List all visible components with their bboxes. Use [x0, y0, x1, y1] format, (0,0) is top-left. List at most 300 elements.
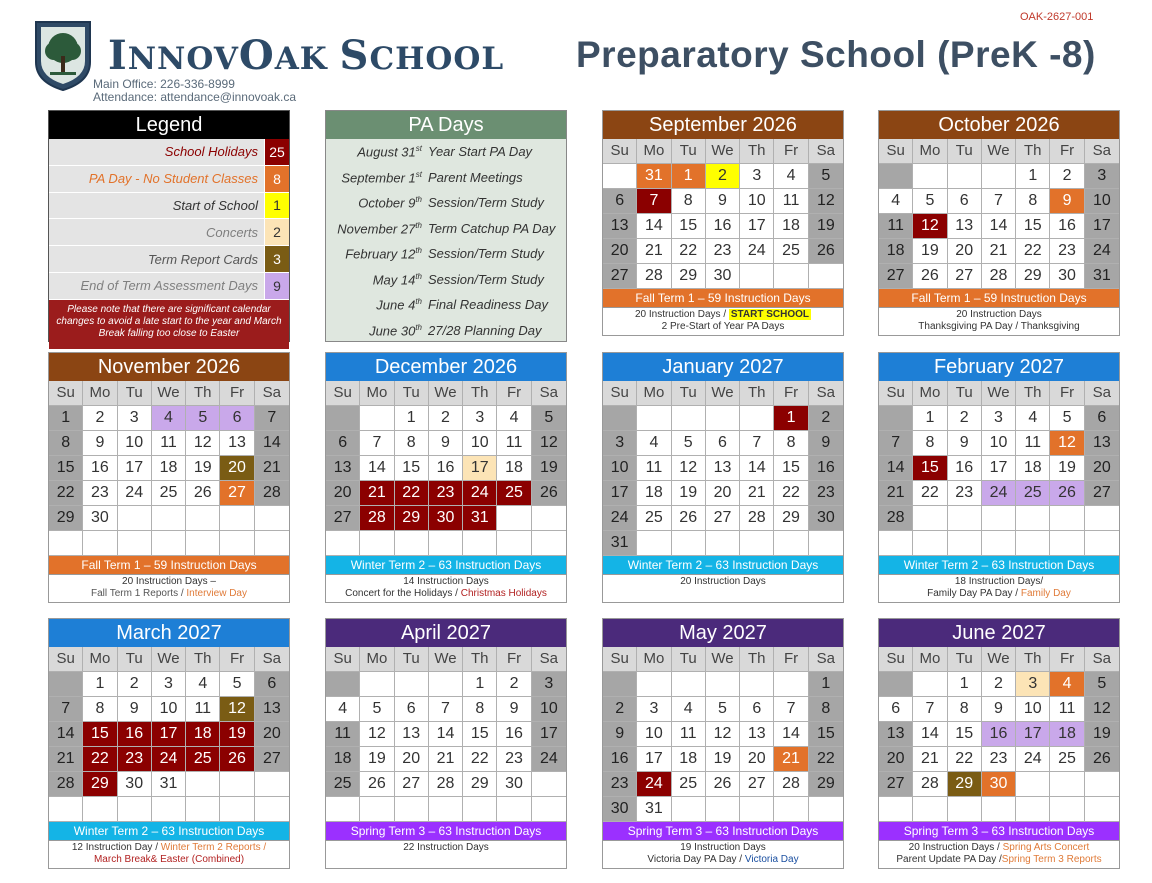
day-cell: 10 [152, 697, 186, 722]
day-cell: 13 [879, 722, 913, 747]
day-cell: 20 [948, 239, 982, 264]
day-cell [186, 506, 220, 531]
day-cell: 1 [49, 406, 83, 431]
day-cell: 7 [740, 431, 774, 456]
weekday-header: Mo [360, 381, 394, 406]
calendar-dec-2026 [325, 352, 567, 603]
day-cell [152, 797, 186, 822]
weekday-header: Th [186, 647, 220, 672]
day-cell: 27 [879, 772, 913, 797]
day-cell: 9 [497, 697, 531, 722]
day-cell: 9 [118, 697, 152, 722]
day-cell: 14 [879, 456, 913, 481]
day-cell: 15 [948, 722, 982, 747]
calendar-grid [879, 647, 1119, 822]
day-cell: 20 [740, 747, 774, 772]
day-cell: 4 [186, 672, 220, 697]
pa-day-event: 27/28 Planning Day [428, 322, 542, 338]
day-cell: 31 [637, 797, 671, 822]
pa-day-date: June 4th [376, 297, 422, 313]
legend-item [49, 273, 289, 300]
calendar-may-2027 [602, 618, 844, 869]
day-cell [672, 531, 706, 556]
legend-note: Please note that there are significant calendar changes to avoid a late start to the year and March Break falling too close to Easter [49, 300, 289, 349]
day-cell [1085, 772, 1119, 797]
day-cell [255, 772, 289, 797]
day-cell [982, 797, 1016, 822]
day-cell: 3 [1016, 672, 1050, 697]
day-cell: 6 [220, 406, 254, 431]
weekday-header: Mo [83, 381, 117, 406]
term-bar: Winter Term 2 – 63 Instruction Days [49, 822, 289, 840]
day-cell: 4 [879, 189, 913, 214]
weekday-header: We [706, 139, 740, 164]
weekday-header: Su [603, 647, 637, 672]
day-cell: 30 [706, 264, 740, 289]
day-cell: 14 [49, 722, 83, 747]
weekday-header: Fr [774, 139, 808, 164]
pa-day-date: June 30th [369, 322, 422, 338]
day-cell: 26 [186, 481, 220, 506]
day-cell: 18 [1016, 456, 1050, 481]
calendar-title: October 2026 [879, 111, 1119, 139]
calendar-grid [49, 381, 289, 556]
day-cell: 19 [913, 239, 947, 264]
weekday-header: Th [740, 647, 774, 672]
day-cell [463, 531, 497, 556]
day-cell: 29 [1016, 264, 1050, 289]
day-cell: 7 [49, 697, 83, 722]
day-cell: 18 [672, 747, 706, 772]
day-cell [532, 531, 566, 556]
day-cell [532, 772, 566, 797]
day-cell: 19 [532, 456, 566, 481]
school-name: INNOVOAK SCHOOL [108, 32, 505, 79]
day-cell: 25 [497, 481, 531, 506]
day-cell: 3 [603, 431, 637, 456]
weekday-header: Mo [637, 381, 671, 406]
day-cell [395, 672, 429, 697]
day-cell: 15 [49, 456, 83, 481]
day-cell: 3 [532, 672, 566, 697]
day-cell: 12 [532, 431, 566, 456]
day-cell: 22 [913, 481, 947, 506]
day-cell: 27 [395, 772, 429, 797]
day-cell: 18 [637, 481, 671, 506]
day-cell: 29 [463, 772, 497, 797]
footer-line-2: Family Day PA Day / Family Day [927, 588, 1071, 599]
day-cell: 16 [1050, 214, 1084, 239]
day-cell: 5 [672, 431, 706, 456]
day-cell: 9 [809, 431, 843, 456]
day-cell: 22 [463, 747, 497, 772]
calendar-footer [879, 307, 1119, 335]
day-cell: 17 [637, 747, 671, 772]
day-cell [1050, 531, 1084, 556]
day-cell: 11 [186, 697, 220, 722]
day-cell: 25 [186, 747, 220, 772]
legend-item-label: End of Term Assessment Days [80, 278, 258, 294]
day-cell: 3 [118, 406, 152, 431]
calendar-mar-2027 [48, 618, 290, 869]
day-cell: 13 [255, 697, 289, 722]
day-cell: 7 [255, 406, 289, 431]
day-cell: 13 [1085, 431, 1119, 456]
day-cell: 6 [395, 697, 429, 722]
day-cell: 9 [706, 189, 740, 214]
day-cell: 15 [913, 456, 947, 481]
day-cell: 7 [879, 431, 913, 456]
day-cell: 10 [603, 456, 637, 481]
calendar-footer [603, 840, 843, 868]
calendar-title: May 2027 [603, 619, 843, 647]
day-cell: 23 [1050, 239, 1084, 264]
pa-day-event: Term Catchup PA Day [428, 220, 556, 236]
day-cell: 4 [152, 406, 186, 431]
calendar-sep-2026 [602, 110, 844, 336]
day-cell: 5 [360, 697, 394, 722]
day-cell: 8 [1016, 189, 1050, 214]
day-cell: 24 [1016, 747, 1050, 772]
day-cell: 28 [879, 506, 913, 531]
day-cell: 23 [982, 747, 1016, 772]
day-cell: 12 [809, 189, 843, 214]
day-cell: 14 [740, 456, 774, 481]
weekday-header: Fr [1050, 381, 1084, 406]
day-cell: 4 [497, 406, 531, 431]
day-cell: 17 [532, 722, 566, 747]
pa-day-item [326, 190, 566, 216]
day-cell: 29 [774, 506, 808, 531]
day-cell [879, 406, 913, 431]
day-cell: 30 [603, 797, 637, 822]
calendar-feb-2027 [878, 352, 1120, 603]
day-cell: 23 [429, 481, 463, 506]
calendar-grid [49, 647, 289, 822]
day-cell: 24 [152, 747, 186, 772]
day-cell: 21 [360, 481, 394, 506]
day-cell: 16 [982, 722, 1016, 747]
footer-line-2: Thanksgiving PA Day / Thanksgiving [918, 321, 1080, 332]
day-cell: 30 [1050, 264, 1084, 289]
calendar-apr-2027 [325, 618, 567, 869]
day-cell: 24 [740, 239, 774, 264]
day-cell [1085, 531, 1119, 556]
day-cell [118, 797, 152, 822]
weekday-header: Th [186, 381, 220, 406]
day-cell: 16 [118, 722, 152, 747]
term-bar: Spring Term 3 – 63 Instruction Days [879, 822, 1119, 840]
day-cell: 17 [982, 456, 1016, 481]
weekday-header: Sa [532, 647, 566, 672]
day-cell: 17 [603, 481, 637, 506]
pa-day-event: Session/Term Study [428, 271, 544, 287]
weekday-header: Fr [497, 381, 531, 406]
day-cell [1050, 506, 1084, 531]
day-cell [49, 797, 83, 822]
calendar-footer [49, 840, 289, 868]
day-cell [220, 772, 254, 797]
day-cell: 18 [326, 747, 360, 772]
day-cell: 2 [497, 672, 531, 697]
weekday-header: Mo [913, 647, 947, 672]
day-cell: 5 [913, 189, 947, 214]
calendar-grid [326, 647, 566, 822]
day-cell [360, 531, 394, 556]
calendar-footer [879, 574, 1119, 602]
day-cell: 2 [809, 406, 843, 431]
day-cell [913, 506, 947, 531]
day-cell: 5 [186, 406, 220, 431]
day-cell: 1 [463, 672, 497, 697]
weekday-header: Mo [83, 647, 117, 672]
day-cell: 21 [879, 481, 913, 506]
day-cell: 19 [1050, 456, 1084, 481]
day-cell: 21 [913, 747, 947, 772]
day-cell [603, 672, 637, 697]
weekday-header: We [982, 381, 1016, 406]
day-cell: 22 [49, 481, 83, 506]
day-cell: 29 [395, 506, 429, 531]
calendar-footer [326, 574, 566, 602]
day-cell: 21 [429, 747, 463, 772]
day-cell: 19 [220, 722, 254, 747]
day-cell [360, 406, 394, 431]
day-cell: 7 [982, 189, 1016, 214]
day-cell: 14 [913, 722, 947, 747]
weekday-header: Su [49, 381, 83, 406]
weekday-header: Su [603, 139, 637, 164]
weekday-header: Su [879, 647, 913, 672]
day-cell [740, 406, 774, 431]
calendar-grid [879, 381, 1119, 556]
day-cell: 26 [706, 772, 740, 797]
day-cell: 16 [83, 456, 117, 481]
day-cell: 8 [83, 697, 117, 722]
day-cell: 16 [429, 456, 463, 481]
weekday-header: We [706, 647, 740, 672]
pa-day-date: November 27th [337, 220, 422, 236]
day-cell: 25 [152, 481, 186, 506]
day-cell: 29 [809, 772, 843, 797]
day-cell: 23 [603, 772, 637, 797]
day-cell: 30 [982, 772, 1016, 797]
weekday-header: Sa [255, 647, 289, 672]
footer-line-2: Concert for the Holidays / Christmas Holidays [345, 588, 547, 599]
day-cell: 24 [1085, 239, 1119, 264]
day-cell: 20 [326, 481, 360, 506]
day-cell: 22 [809, 747, 843, 772]
day-cell: 26 [532, 481, 566, 506]
calendar-footer [49, 574, 289, 602]
day-cell: 15 [395, 456, 429, 481]
day-cell: 23 [118, 747, 152, 772]
day-cell [637, 406, 671, 431]
term-bar: Winter Term 2 – 63 Instruction Days [603, 556, 843, 574]
day-cell: 24 [118, 481, 152, 506]
day-cell: 6 [948, 189, 982, 214]
day-cell: 29 [948, 772, 982, 797]
day-cell: 8 [948, 697, 982, 722]
legend-item [49, 139, 289, 166]
weekday-header: Fr [220, 647, 254, 672]
day-cell: 13 [326, 456, 360, 481]
calendar-grid [326, 381, 566, 556]
day-cell: 1 [774, 406, 808, 431]
day-cell: 4 [672, 697, 706, 722]
day-cell: 25 [326, 772, 360, 797]
day-cell [913, 672, 947, 697]
day-cell: 23 [497, 747, 531, 772]
weekday-header: Mo [913, 139, 947, 164]
day-cell: 10 [740, 189, 774, 214]
weekday-header: We [429, 381, 463, 406]
footer-line-1-extra: Winter Term 2 Reports / [160, 842, 267, 853]
main-office-phone: Main Office: 226-336-8999 [93, 77, 235, 91]
weekday-header: Tu [672, 139, 706, 164]
day-cell: 12 [672, 456, 706, 481]
day-cell: 14 [774, 722, 808, 747]
day-cell: 11 [672, 722, 706, 747]
weekday-header: We [152, 381, 186, 406]
pa-day-date: February 12th [345, 246, 422, 262]
weekday-header: Mo [360, 647, 394, 672]
day-cell [463, 797, 497, 822]
day-cell [1016, 506, 1050, 531]
day-cell [395, 797, 429, 822]
legend-item [49, 246, 289, 273]
pa-day-item [326, 267, 566, 293]
day-cell: 10 [1085, 189, 1119, 214]
day-cell: 24 [982, 481, 1016, 506]
day-cell: 27 [326, 506, 360, 531]
weekday-header: Sa [809, 647, 843, 672]
pa-days-title: PA Days [326, 111, 566, 139]
day-cell: 2 [982, 672, 1016, 697]
weekday-header: Tu [118, 647, 152, 672]
weekday-header: Sa [809, 139, 843, 164]
day-cell: 2 [706, 164, 740, 189]
day-cell [740, 797, 774, 822]
term-bar: Winter Term 2 – 63 Instruction Days [879, 556, 1119, 574]
term-bar: Fall Term 1 – 59 Instruction Days [603, 289, 843, 307]
day-cell [118, 531, 152, 556]
day-cell: 28 [49, 772, 83, 797]
day-cell: 30 [429, 506, 463, 531]
weekday-header: We [982, 139, 1016, 164]
day-cell: 12 [1085, 697, 1119, 722]
day-cell [809, 264, 843, 289]
day-cell: 11 [152, 431, 186, 456]
day-cell [532, 797, 566, 822]
day-cell: 25 [637, 506, 671, 531]
day-cell [532, 506, 566, 531]
footer-line-1: 14 Instruction Days [403, 576, 489, 587]
day-cell [879, 164, 913, 189]
day-cell [672, 672, 706, 697]
day-cell: 10 [118, 431, 152, 456]
day-cell: 6 [326, 431, 360, 456]
day-cell: 25 [1016, 481, 1050, 506]
day-cell: 3 [982, 406, 1016, 431]
weekday-header: Sa [1085, 647, 1119, 672]
legend-title: Legend [49, 111, 289, 139]
day-cell [948, 531, 982, 556]
day-cell [637, 531, 671, 556]
pa-day-date: May 14th [372, 271, 422, 287]
weekday-header: Tu [948, 647, 982, 672]
calendar-title: June 2027 [879, 619, 1119, 647]
weekday-header: Mo [637, 139, 671, 164]
weekday-header: Th [463, 647, 497, 672]
weekday-header: Tu [672, 381, 706, 406]
footer-line-2: Victoria Day PA Day / Victoria Day [647, 854, 799, 865]
weekday-header: Th [740, 381, 774, 406]
footer-line-1: 20 Instruction Days [956, 309, 1042, 320]
day-cell: 14 [429, 722, 463, 747]
legend-swatch: 2 [264, 219, 289, 245]
day-cell [809, 531, 843, 556]
day-cell [740, 672, 774, 697]
day-cell: 10 [982, 431, 1016, 456]
document-code: OAK-2627-001 [1020, 11, 1094, 23]
day-cell: 11 [774, 189, 808, 214]
day-cell: 4 [774, 164, 808, 189]
day-cell [1016, 772, 1050, 797]
day-cell: 9 [83, 431, 117, 456]
legend-swatch: 25 [264, 139, 289, 165]
pa-day-item [326, 216, 566, 242]
day-cell: 24 [463, 481, 497, 506]
day-cell: 12 [706, 722, 740, 747]
day-cell: 12 [913, 214, 947, 239]
day-cell: 11 [1016, 431, 1050, 456]
calendar-title: September 2026 [603, 111, 843, 139]
weekday-header: Fr [774, 381, 808, 406]
footer-line-1: 20 Instruction Days – [122, 576, 216, 587]
weekday-header: Sa [809, 381, 843, 406]
term-bar: Spring Term 3 – 63 Instruction Days [326, 822, 566, 840]
weekday-header: Sa [1085, 139, 1119, 164]
calendar-footer [603, 307, 843, 335]
day-cell [706, 406, 740, 431]
weekday-header: Fr [1050, 139, 1084, 164]
day-cell [429, 531, 463, 556]
weekday-header: Th [1016, 647, 1050, 672]
day-cell: 1 [672, 164, 706, 189]
page-title: Preparatory School (PreK -8) [576, 34, 1096, 75]
day-cell [326, 531, 360, 556]
day-cell: 20 [1085, 456, 1119, 481]
weekday-header: Tu [395, 647, 429, 672]
calendar-jan-2027 [602, 352, 844, 603]
weekday-header: Sa [255, 381, 289, 406]
weekday-header: Fr [1050, 647, 1084, 672]
legend-item-label: Concerts [205, 224, 258, 240]
day-cell: 31 [152, 772, 186, 797]
day-cell [879, 531, 913, 556]
day-cell: 18 [497, 456, 531, 481]
calendar-grid [603, 647, 843, 822]
day-cell [83, 531, 117, 556]
day-cell [326, 406, 360, 431]
day-cell: 5 [1085, 672, 1119, 697]
day-cell [186, 797, 220, 822]
day-cell: 28 [982, 264, 1016, 289]
weekday-header: Su [879, 139, 913, 164]
day-cell: 23 [948, 481, 982, 506]
pa-day-event: Year Start PA Day [428, 144, 533, 160]
